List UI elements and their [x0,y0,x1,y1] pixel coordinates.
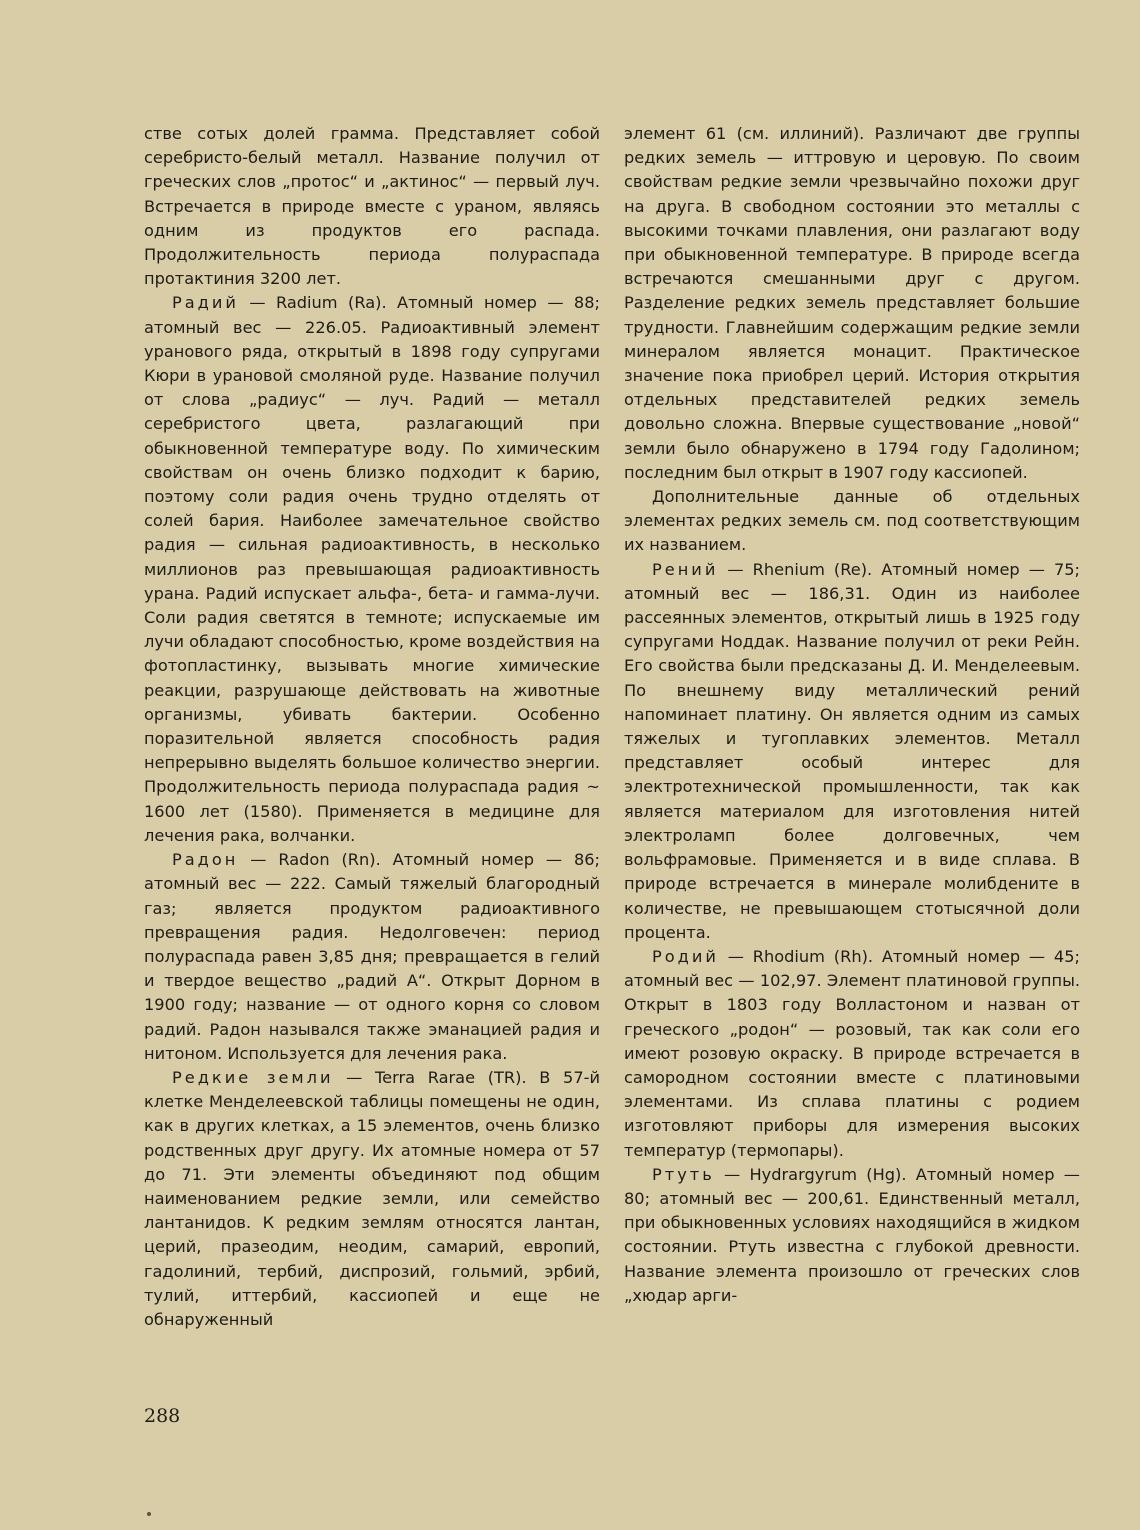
text-rhodium: — Rhodium (Rh). Атомный номер — 45; атомный вес — 102,97. Элемент платиновой группы. Открыт в 1803 году Волластоном и назван от греческого „родон“ — розовый, так как соли его имеют розовую окраску. В природе встречается в самородном состоянии вместе с платиновыми элементами. Из сплава платины с родием изготовляют приборы для измерения высоких температур (термопары). [624,946,1080,1160]
page-number: 288 [144,1405,181,1427]
term-rhenium: Рений [652,559,719,579]
term-rare-earths: Редкие земли [172,1067,334,1087]
text-rhenium: — Rhenium (Re). Атомный номер — 75; атомный вес — 186,31. Один из наиболее рассеянных элементов, открытый лишь в 1925 году супругами Ноддак. Название получил от реки Рейн. Его свойства были предсказаны Д. И. Менделеевым. По внешнему виду металлический рений напоминает платину. Он является одним из самых тяжелых и тугоплавких элементов. Металл представляет особый интерес для электротехнической промышленности, так как является материалом для изготовления нитей электроламп более долговечных, чем вольфрамовые. Применяется и в виде сплава. В природе встречается в минерале молибдените в количестве, не превышающем стотысячной доли процента. [624,559,1080,942]
paragraph-rhenium [624,558,1080,945]
term-radon: Радон [172,850,239,870]
paragraph-radium [144,291,600,848]
term-mercury: Ртуть [652,1164,715,1184]
paragraph-protactinium-end: стве сотых долей грамма. Представляет собой серебристо-белый металл. Название получил от греческих слов „протос“ и „актинос“ — первый луч. Встречается в природе вместе с ураном, являясь одним из продуктов его распада. Продолжительность периода полураспада протактиния 3200 лет. [144,124,600,289]
paragraph-additional-data: Дополнительные данные об отдельных элементах редких земель см. под соответствующим их названием. [624,487,1080,555]
text-rare-earths: — Terra Rarae (TR). В 57-й клетке Менделеевской таблицы помещены не один, как в других клетках, а 15 элементов, очень близко родственных друг другу. Их атомные номера от 57 до 71. Эти элементы объединяют под общим наименованием редкие земли, или семейство лантанидов. К редким землям относятся лантан, церий, празеодим, неодим, самарий, европий, гадолиний, тербий, диспрозий, гольмий, эрбий, тулий, иттербий, кассиопей и еще не обнаруженный [144,1067,600,1329]
text-mercury: — Hydrargyrum (Hg). Атомный номер — 80; атомный вес — 200,61. Единственный металл, при обыкновенных условиях находящийся в жидком состоянии. Ртуть известна с глубокой древности. Название элемента произошло от греческих слов „хюдар арги- [624,1164,1080,1305]
term-rhodium: Родий [652,946,719,966]
print-speck [147,1512,151,1516]
paragraph-rhodium [624,945,1080,1163]
text-radon: — Radon (Rn). Атомный номер — 86; атомный вес — 222. Самый тяжелый благородный газ; является продуктом радиоактивного превращения радия. Недолговечен: период полураспада равен 3,85 дня; превращается в гелий и твердое вещество „радий А“. Открыт Дорном в 1900 году; название — от одного корня со словом радий. Радон назывался также эманацией радия и нитоном. Используется для лечения рака. [144,850,600,1063]
term-radium: Радий [172,293,239,313]
paragraph-rare-earths [144,1066,600,1332]
paragraph-rare-earths-continued: элемент 61 (см. иллиний). Различают две группы редких земель — иттровую и церовую. По своим свойствам редкие земли чрезвычайно похожи друг на друга. В свободном состоянии это металлы с высокими точками плавления, они разлагают воду при обыкновенной температуре. В природе всегда встречаются смешанными друг с другом. Разделение редких земель представляет большие трудности. Главнейшим содержащим редкие земли минералом является монацит. Практическое значение пока приобрел церий. История открытия отдельных представителей редких земель довольно сложна. Впервые существование „новой“ земли было обнаружено в 1794 году Гадолином; последним был открыт в 1907 году кассиопей. [624,124,1080,482]
paragraph-mercury [624,1163,1080,1308]
paragraph-radon [144,848,600,1066]
right-column [624,122,1080,1308]
text-radium: — Radium (Ra). Атомный номер — 88; атомный вес — 226.05. Радиоактивный элемент уранового ряда, открытый в 1898 году супругами Кюри в урановой смоляной руде. Название получил от слова „радиус“ — луч. Радий — металл серебристого цвета, разлагающий при обыкновенной температуре воду. По химическим свойствам он очень близко подходит к барию, поэтому соли радия очень трудно отделять от солей бария. Наиболее замечательное свойство радия — сильная радиоактивность, в несколько миллионов раз превышающая радиоактивность урана. Радий испускает альфа-, бета- и гамма-лучи. Соли радия светятся в темноте; испускаемые им лучи обладают способностью, кроме воздействия на фотопластинку, вызывать многие химические реакции, разрушающе действовать на животные организмы, убивать бактерии. Особенно поразительной является способность радия непрерывно выделять большое количество энергии. Продолжительность периода полураспада радия ~ 1600 лет (1580). Применяется в медицине для лечения рака, волчанки. [144,293,600,845]
left-column [144,122,600,1332]
